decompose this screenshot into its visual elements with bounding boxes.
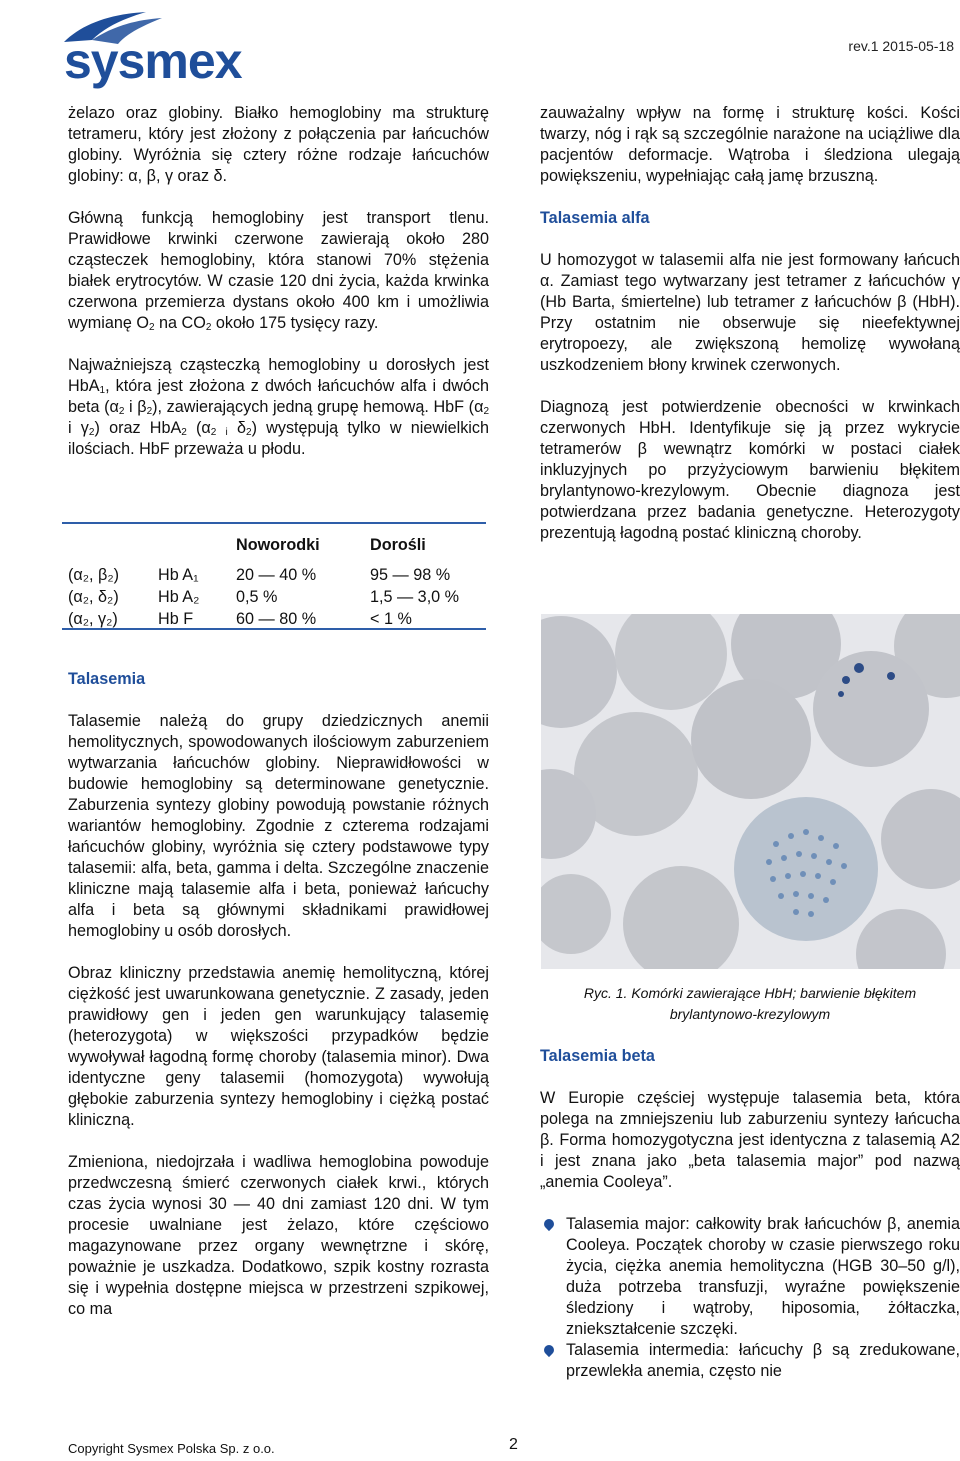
footer-copyright: Copyright Sysmex Polska Sp. z o.o. [68,1441,275,1456]
bullet-icon [542,1343,556,1357]
sysmex-logo [62,6,242,89]
paragraph-hba1: Najważniejszą cząsteczką hemoglobiny u dorosłych jest HbA$_1$, która jest złożona z dwóch łańcuchów alfa i dwóch beta ($\alpha_2$ i $\beta_2$), zawierających jedną grupę hemową. HbF ($\alpha_2$ i $\gamma_2$) oraz HbA$_2$ ($\alpha_2$ $_i$ $\delta_2$) występują tylko w niewielkich ilościach. HbF przeważa u płodu. [68,356,489,458]
list-item: Talasemia major: całkowity brak łańcuchów β, anemia Cooleya. Początek choroby w czasie pierwszego roku życia, ciężka anemia hemolityczna (HGB 30–50 g/l), duża potrzeba transfuzji, wyraźne powiększenie śledziony i wątroby, hiposomia, żółtaczka, zniekształcenie szczęki. [540,1214,960,1340]
beta-bullet-list [540,1214,960,1382]
paragraph-hemoglobin-function: Główną funkcją hemoglobiny jest transport tlenu. Prawidłowe krwinki czerwone zawierają około 280 cząsteczek hemoglobiny, która stanowi 70% stężenia białek erytrocytów. W czasie 120 dni życia, każda krwinka czerwona przemierza dystans około 400 km i umożliwia wymianę $O_2$ na $CO_2$ około 175 tysięcy razy. [68,209,489,333]
left-column-top [68,103,489,481]
paragraph-defective-hemoglobin: Zmieniona, niedojrzała i wadliwa hemoglobina powoduje przedwczesną śmierć czerwonych ciałek krwi., których czas życia wynosi 30 — 40 dni zamiast 120 dni. W tym procesie uwalniane jest żelazo, które częściowo magazynowane przez organy wewnętrzne i skórę, poważnie je uszkadza. Dodatkowo, szpik kostny rozrasta się i wypełnia dostępne miejsca w przestrzeni szpikowej, co ma [68,1153,489,1318]
page-number: 2 [509,1436,518,1453]
paragraph-alfa-description: U homozygot w talasemii alfa nie jest formowany łańcuch α. Zamiast tego wytwarzany jest tetramer z łańcuchów γ (Hb Barta, śmiertelne) lub tetramer z łańcuchów β (HbH). Przy ostatnim nie obserwuje się nieefektywnej erytropoezy, ale zwiększoną hemolizę wywołaną uszkodzeniem błony krwinek czerwonych. [540,251,960,374]
paragraph-bone-effects: zauważalny wpływ na formę i strukturę kości. Kości twarzy, nóg i rąk są szczególnie narażone na uciążliwe dla pacjentów deformacje. Wątroba i śledziona ulegają powiększeniu, wypełniając całą jamę brzuszną. [540,104,960,185]
table-bottom-rule [62,628,486,630]
table-top-rule [62,522,486,524]
paragraph-alfa-diagnosis: Diagnozą jest potwierdzenie obecności w krwinkach czerwonych HbH. Identyfikuje się ją przez wykrycie tetramerów β wewnątrz komórki w postaci ciałek inkluzyjnych po przyżyciowym barwieniu błękitem brylantynowo-krezylowym. Obecnie diagnoza jest potwierdzana przez badania genetyczne. Heterozygoty prezentują łagodną postać kliniczną choroby. [540,398,960,542]
paragraph-talasemia-intro: Talasemie należą do grupy dziedzicznych anemii hemolitycznych, spowodowanych ilościowym zaburzeniem wytwarzania łańcuchów globiny. Nieprawidłowości w budowie hemoglobiny są determinowane genetycznie. Zaburzenia syntezy globiny powodują powstanie różnych wariantów hemoglobiny. Zgodnie z czterema rodzajami łańcuchów globiny, wyróżnia się cztery podstawowe typy talasemii: alfa, beta, gamma i delta. Szczególne znaczenie kliniczne mają talasemie alfa i beta, ponieważ łańcuchy alfa i beta są głównymi składnikami prawidłowej hemoglobiny u osób dorosłych. [68,712,489,940]
header-newborns: Noworodki [236,536,320,554]
list-item: Talasemia intermedia: łańcuchy β są zredukowane, przewlekła anemia, często nie [540,1340,960,1382]
hemoglobin-table [68,534,459,630]
table-header-row [68,534,459,556]
red-blood-cells-image [541,614,960,969]
left-column-talasemia [68,669,489,1341]
bullet-icon [542,1217,556,1231]
table-row: (α₂, δ₂) Hb A₂ 0,5 % 1,5 — 3,0 % [68,588,460,606]
paragraph-hemoglobin-structure: żelazo oraz globiny. Białko hemoglobiny ma strukturę tetrameru, który jest złożony z połączenia par łańcuchów globiny. Wyróżnia się cztery różne rodzaje łańcuchów globiny: α, β, γ oraz δ. [68,104,489,185]
paragraph-beta-description: W Europie częściej występuje talasemia beta, która polega na zmniejszeniu lub zaburzeniu syntezy łańcucha β. Forma homozygotyczna jest identyczna z talasemią A2 i jest znana jako „beta talasemia major” pod nazwą „anemia Cooleya”. [540,1089,960,1191]
right-column-top [540,103,960,565]
revision-label: rev.1 2015-05-18 [848,38,954,54]
figure-caption: Ryc. 1. Komórki zawierające HbH; barwienie błękitem brylantynowo-krezylowym [583,985,917,1022]
heading-talasemia: Talasemia [68,670,146,688]
right-column-beta [540,1046,960,1382]
table-row: (α₂, γ₂) Hb F 60 — 80 % < 1 % [68,610,412,628]
table-row: (α₂, β₂) Hb A₁ 20 — 40 % 95 — 98 % [68,566,451,584]
heading-talasemia-alfa: Talasemia alfa [540,209,650,227]
paragraph-clinical-picture: Obraz kliniczny przedstawia anemię hemolityczną, której ciężkość jest uwarunkowana genetycznie. Z zasady, jeden prawidłowy gen i jeden gen warunkujący talasemię (heterozygota) w większości przypadków będzie wywoływał łagodną formę choroby (talasemia minor). Dwa identyczne geny talasemii (homozygota) wywołują głębokie zaburzenia syntezy hemoglobiny i ciężką postać kliniczną. [68,964,489,1129]
header-adults: Dorośli [370,536,426,554]
logo-text: sysmex [64,33,242,89]
microscopy-image [541,614,960,969]
heading-talasemia-beta: Talasemia beta [540,1047,655,1065]
